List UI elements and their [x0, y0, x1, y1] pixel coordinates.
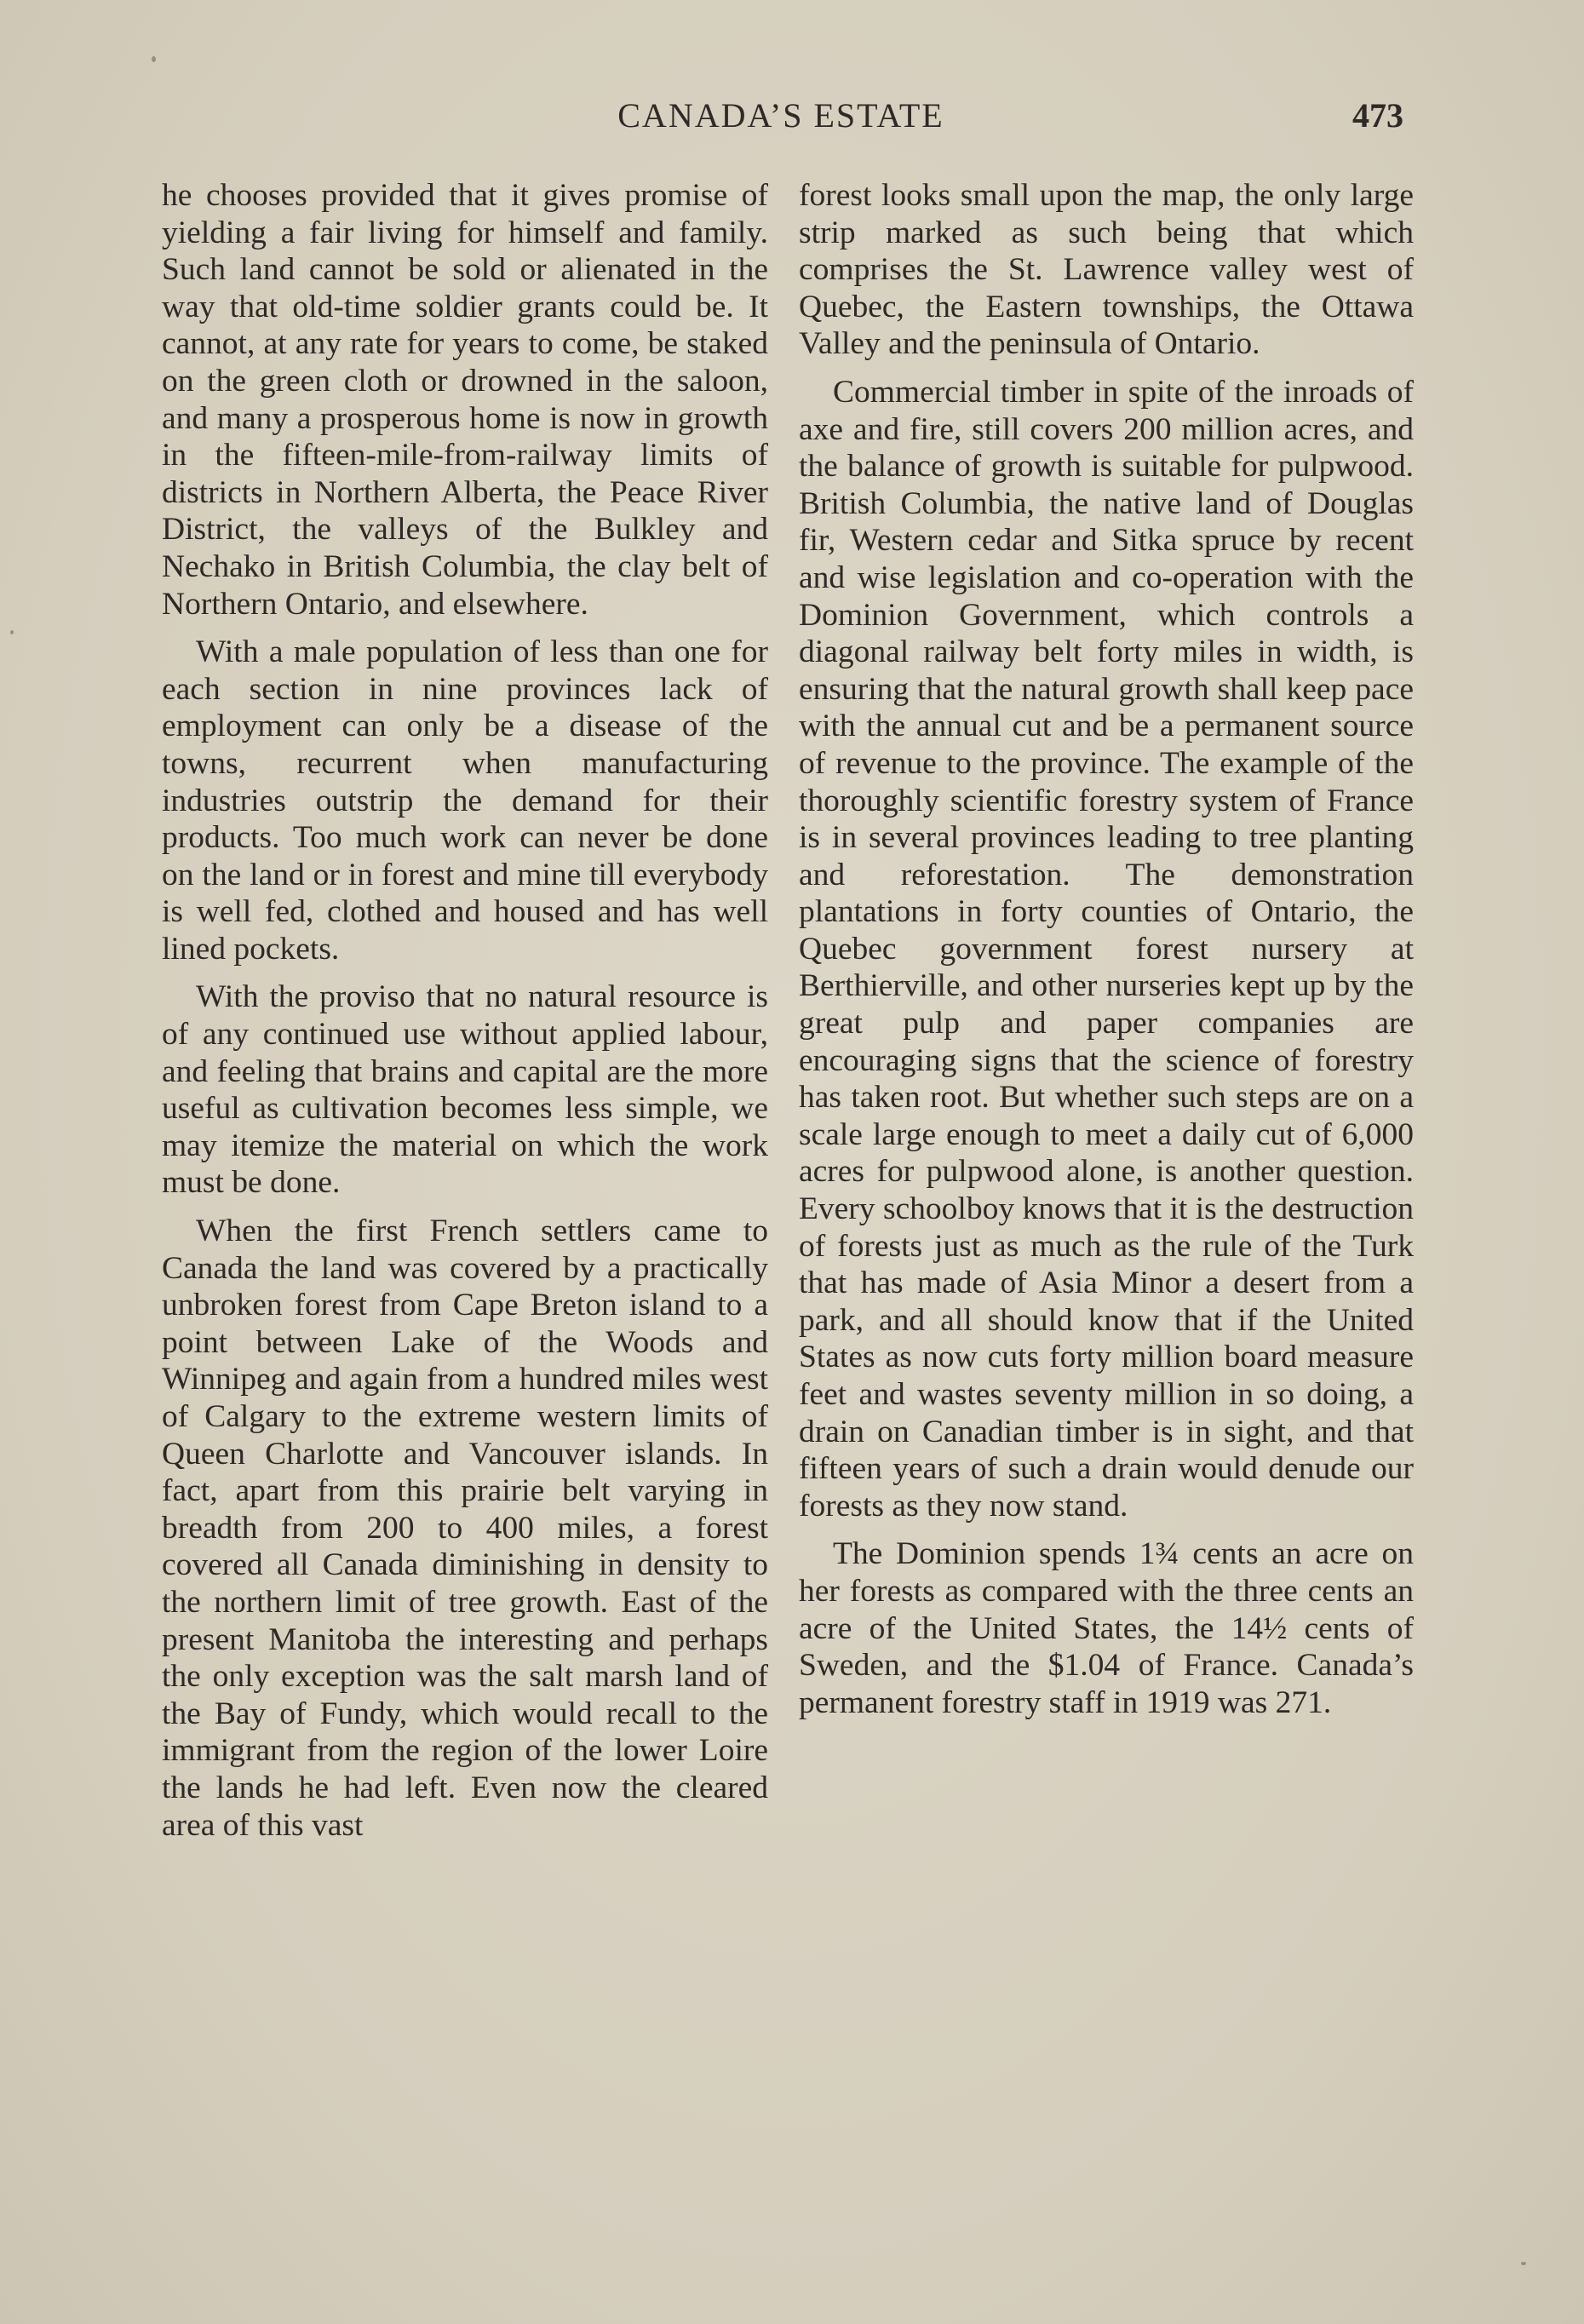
- paragraph: The Dominion spends 1¾ cents an acre on her forests as compared with the three cents an acre of the United States, the 14½ cents of Sweden, and the $1.04 of France. Canada’s permanent forestry staff in 1919 was 271.: [799, 1536, 1414, 1720]
- right-column: [799, 177, 1414, 1732]
- paragraph: With a male population of less than one for each section in nine provinces lack of employment can only be a disease of the towns, recurrent when manufacturing industries outstrip the demand for their products. Too much work can never be done on the land or in forest and mine till everybody is well fed, clothed and housed and has well lined pockets.: [162, 634, 768, 967]
- running-head: [158, 95, 1403, 146]
- left-column: [162, 177, 768, 1855]
- page-number: 473: [1352, 96, 1403, 135]
- paragraph: Commercial timber in spite of the inroads of axe and fire, still covers 200 million acres, and the balance of growth is suitable for pulpwood. British Columbia, the native land of Douglas fir, Western cedar and Sitka spruce by recent and wise legislation and co-operation with the Dominion Government, which controls a diagonal railway belt forty miles in width, is ensuring that the natural growth shall keep pace with the annual cut and be a permanent source of revenue to the province. The example of the thoroughly scientific forestry system of France is in several provinces leading to tree planting and reforestation. The demonstration plantations in forty counties of Ontario, the Quebec government forest nursery at Berthierville, and other nurseries kept up by the great pulp and paper companies are encouraging signs that the science of forestry has taken root. But whether such steps are on a scale large enough to meet a daily cut of 6,000 acres for pulpwood alone, is another question. Every schoolboy knows that it is the destruction of forests just as much as the rule of the Turk that has made of Asia Minor a desert from a park, and all should know that if the United States as now cuts forty million board measure feet and wastes seventy million in so doing, a drain on Canadian timber is in sight, and that fifteen years of such a drain would denude our forests as they now stand.: [799, 374, 1414, 1524]
- paper-speck: [152, 56, 156, 62]
- paragraph: With the proviso that no natural resource is of any continued use without applied labour, and feeling that brains and capital are the more useful as cultivation becomes less simple, we may itemize the material on which the work must be done.: [162, 979, 768, 1201]
- running-title: CANADA’S ESTATE: [617, 96, 944, 135]
- paragraph: When the first French settlers came to Canada the land was covered by a practically unbroken forest from Cape Breton island to a point between Lake of the Woods and Winnipeg and again from a hundred miles west of Calgary to the extreme western limits of Queen Charlotte and Vancouver islands. In fact, apart from this prairie belt varying in breadth from 200 to 400 miles, a forest covered all Canada diminishing in density to the northern limit of tree growth. East of the present Manitoba the interesting and perhaps the only exception was the salt marsh land of the Bay of Fundy, which would recall to the immigrant from the region of the lower Loire the lands he had left. Even now the cleared area of this vast: [162, 1214, 768, 1843]
- paragraph: he chooses provided that it gives promise of yielding a fair living for himself and family. Such land cannot be sold or alienated in the way that old-time soldier grants could be. It cannot, at any rate for years to come, be staked on the green cloth or drowned in the saloon, and many a prosperous home is now in growth in the fifteen-mile-from-railway limits of districts in Northern Alberta, the Peace River District, the valleys of the Bulkley and Nechako in British Columbia, the clay belt of Northern Ontario, and elsewhere.: [162, 178, 768, 622]
- paper-speck: [10, 630, 14, 634]
- paragraph: forest looks small upon the map, the only large strip marked as such being that which comprises the St. Lawrence valley west of Quebec, the Eastern townships, the Ottawa Valley and the peninsula of Ontario.: [799, 178, 1414, 362]
- paper-speck: [1521, 2262, 1526, 2265]
